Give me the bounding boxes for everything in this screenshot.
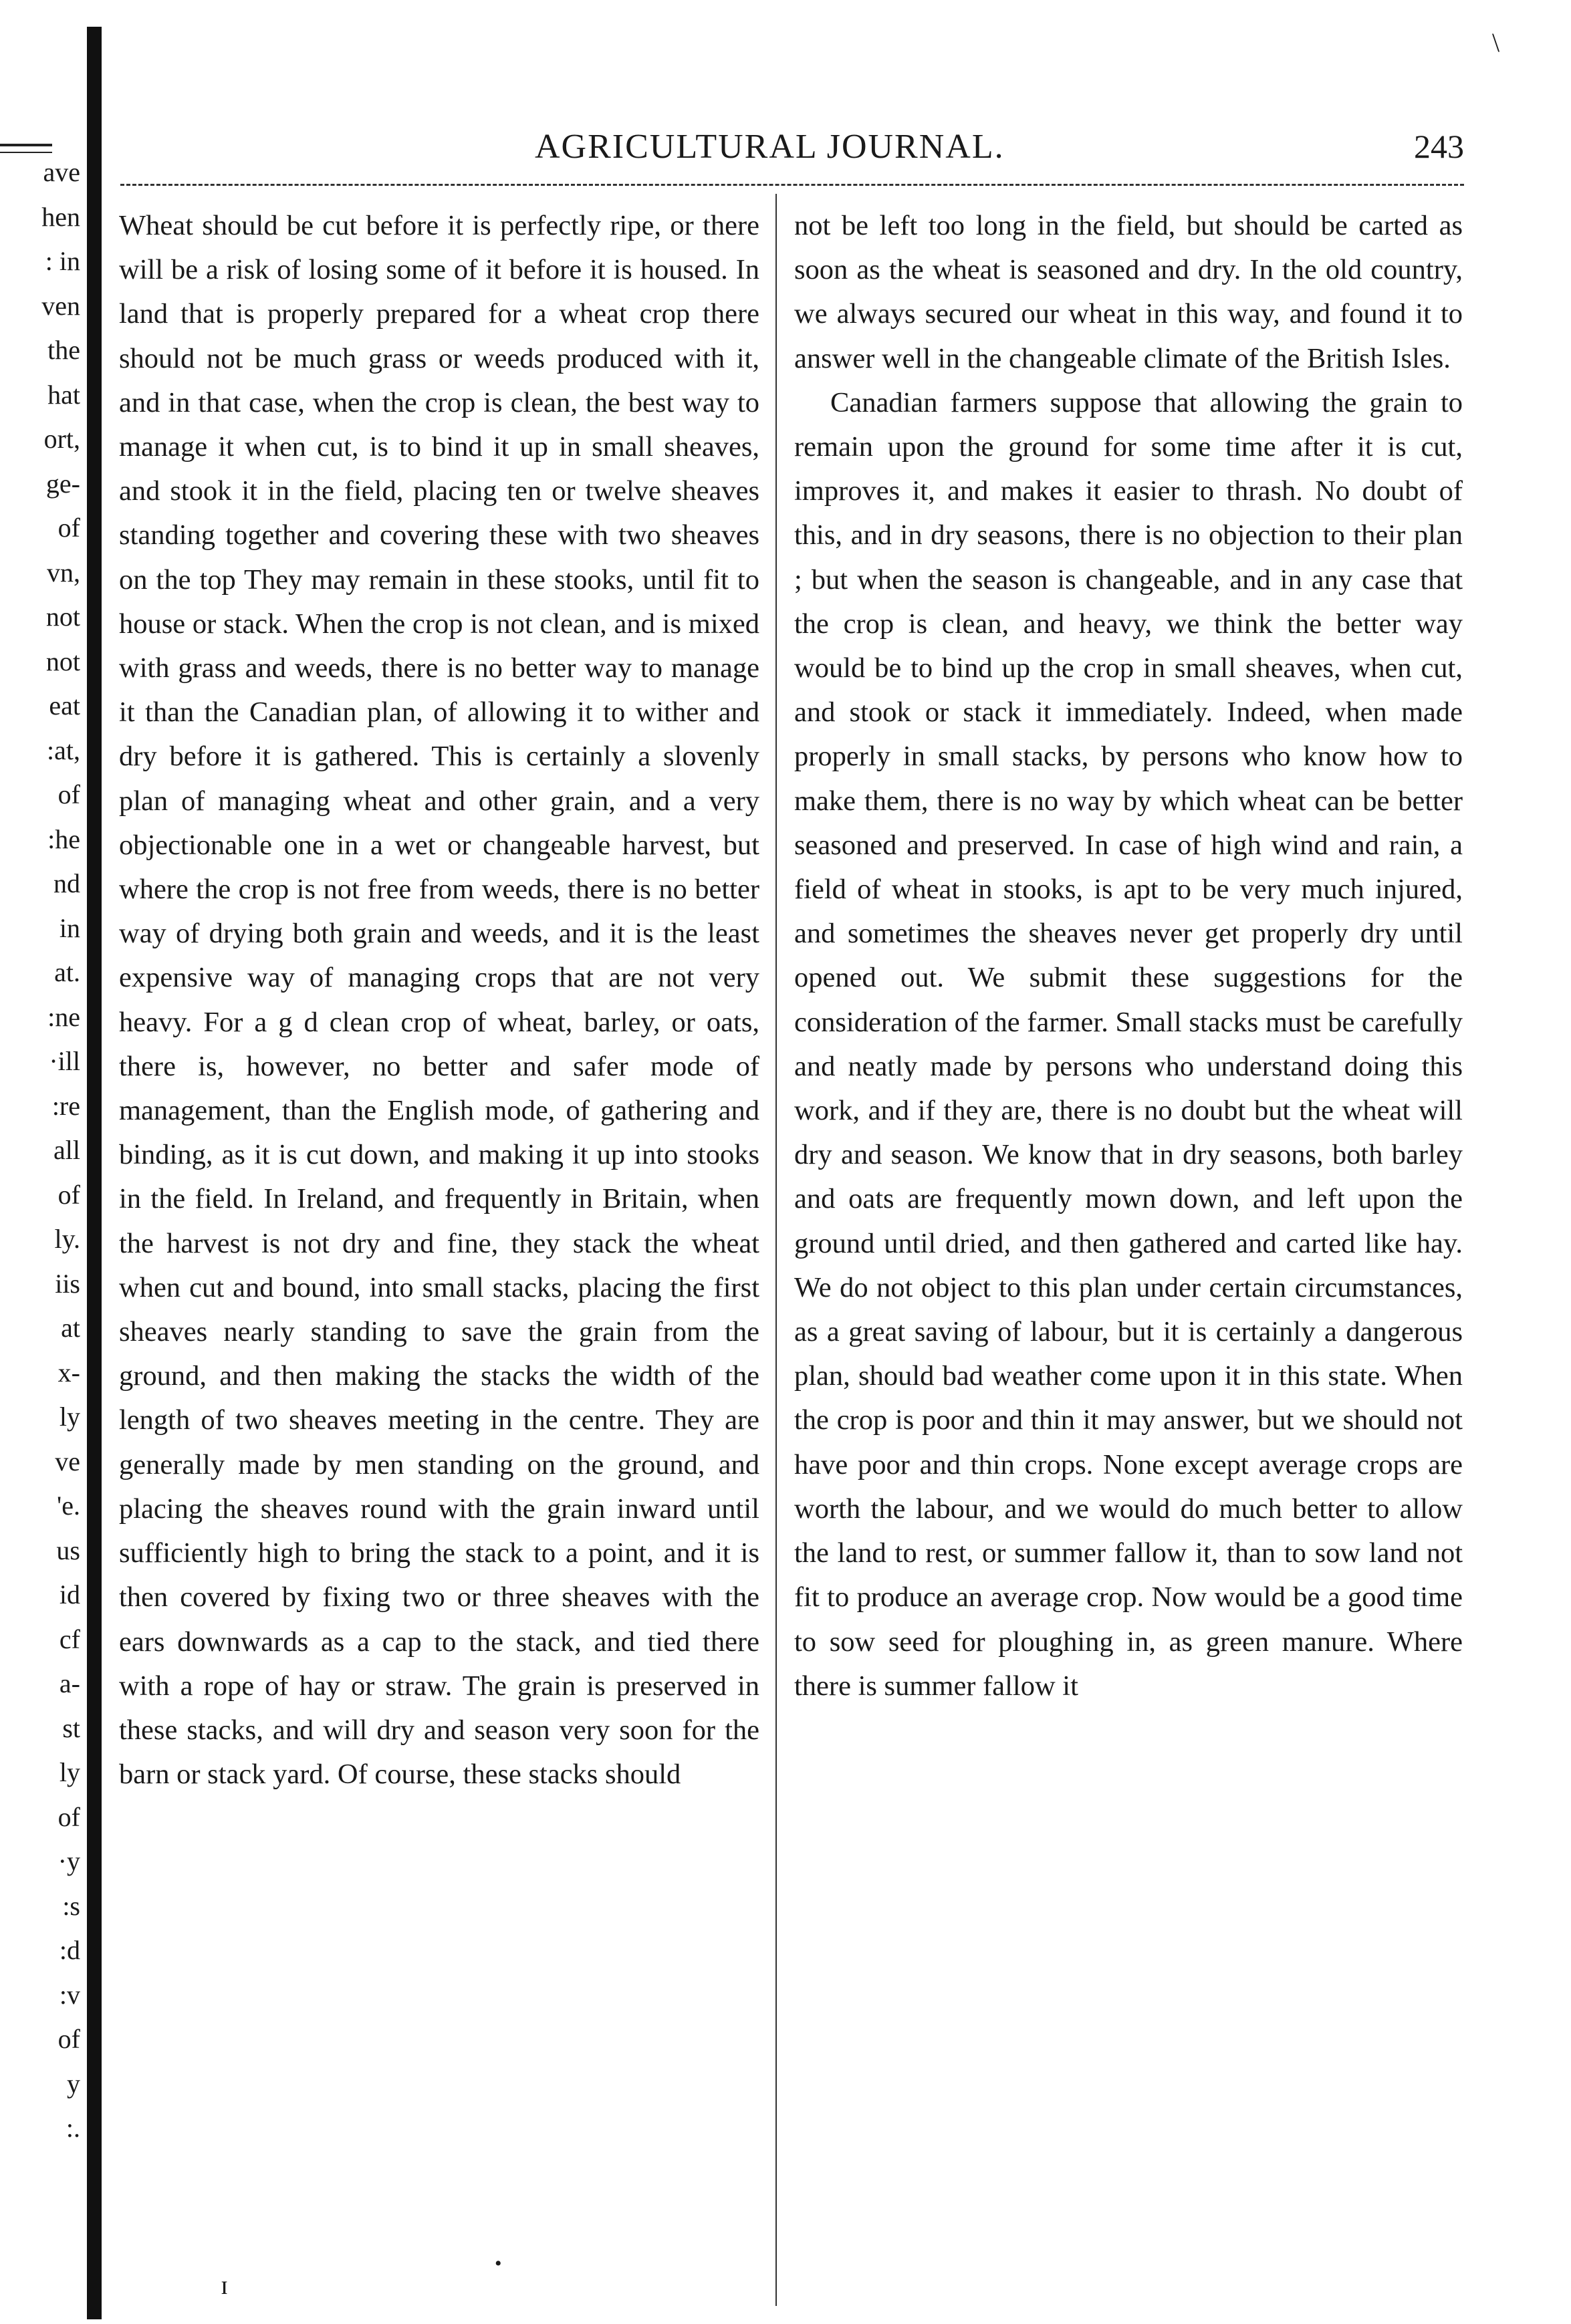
margin-fragment: ve	[55, 1446, 80, 1476]
page-number: 243	[1414, 128, 1464, 165]
binding-gutter	[87, 27, 102, 2319]
margin-fragment: of	[57, 779, 80, 809]
margin-fragment: :d	[59, 1935, 80, 1965]
margin-fragment: iis	[55, 1268, 80, 1299]
margin-fragment: at.	[54, 957, 80, 987]
column-left	[119, 204, 759, 1797]
running-title: AGRICULTURAL JOURNAL.	[535, 128, 1005, 166]
margin-fragment: nd	[53, 868, 80, 898]
paragraph: not be left too long in the field, but should be carted as soon as the wheat is seasoned and dry. In the old country, we always secured our wheat in this way, and found it to answer well in the changeable climate of the British Isles.	[794, 210, 1463, 374]
margin-fragment: of	[57, 1179, 80, 1210]
margin-fragment: ·ill	[49, 1046, 80, 1076]
margin-fragment: y	[67, 2068, 80, 2099]
margin-fragment: :v	[59, 1979, 80, 2010]
margin-fragment: cf	[59, 1624, 80, 1654]
margin-fragment: ort,	[43, 424, 80, 454]
margin-fragment: :he	[47, 823, 80, 854]
margin-fragment: :s	[62, 1890, 80, 1921]
margin-fragment: of	[57, 513, 80, 543]
margin-fragment: :ne	[47, 1001, 80, 1032]
margin-fragment: :.	[66, 2113, 80, 2143]
margin-fragment: :at,	[47, 735, 80, 765]
paragraph: Wheat should be cut before it is perfectly ripe, or there will be a risk of losing some of it before it is housed. In land that is properly prepared for a wheat crop there should not be much grass or weeds produced with it, and in that case, when the crop is clean, the best way to manage it when cut, is to bind it up in small sheaves, and stook it in the field, placing ten or twelve sheaves standing together and covering these with two sheaves on the top They may remain in these stooks, until fit to house or stack. When the crop is not clean, and is mixed with grass and weeds, there is no better way to manage it than the Canadian plan, of allowing it to wither and dry before it is gathered. This is certainly a slovenly plan of managing wheat and other grain, and a very objectionable one in a wet or changeable harvest, but where the crop is not free from weeds, there is no better way of drying both grain and weeds, and it is the least expensive way of managing crops that are not very heavy. For a g d clean crop of wheat, barley, or oats, there is, however, no better and safer mode of management, than the English mode, of gathering and binding, as it is cut down, and making it up into stooks in the field. In Ireland, and frequently in Britain, when the harvest is not dry and fine, they stack the wheat when cut and bound, into small stacks, placing the first sheaves nearly standing to save the grain from the ground, and then making the stacks the width of the length of two sheaves meeting in the centre. They are generally made by men standing on the ground, and placing the sheaves round with the grain inward until sufficiently high to bring the stack to a point, and it is then covered by fixing two or three sheaves with the ears downwards as a cap to the stack, and tied there with a rope of hay or straw. The grain is preserved in these stacks, and will dry and season very soon for the barn or stack yard. Of course, these stacks should	[119, 210, 759, 1791]
stray-mark: •	[495, 2252, 502, 2275]
margin-fragment: all	[53, 1135, 80, 1165]
margin-fragment: eat	[49, 690, 80, 721]
column-right	[794, 204, 1463, 1708]
column-divider	[775, 194, 777, 2306]
margin-fragment: a-	[59, 1668, 80, 1698]
margin-fragment: hat	[47, 379, 80, 410]
margin-fragment: hen	[41, 201, 80, 232]
margin-fragment: 'e.	[57, 1491, 80, 1521]
margin-fragment: ly	[59, 1757, 80, 1787]
margin-fragment: us	[56, 1535, 80, 1565]
margin-fragment: ge-	[45, 468, 80, 499]
margin-fragment: of	[57, 2024, 80, 2054]
margin-fragment: of	[57, 1801, 80, 1832]
margin-fragment: in	[59, 912, 80, 943]
margin-fragment: ave	[43, 157, 80, 187]
margin-fragment: not	[45, 602, 80, 632]
stray-mark: ɪ	[221, 2270, 229, 2300]
margin-fragment: the	[47, 335, 80, 365]
margin-fragment: ly	[59, 1402, 80, 1432]
margin-fragment: ven	[41, 290, 80, 321]
margin-fragment: id	[59, 1579, 80, 1609]
page-header	[120, 127, 1464, 174]
paragraph: Canadian farmers suppose that allowing the grain to remain upon the ground for some time after it is cut, improves it, and makes it easier to thrash. No doubt of this, and in dry seasons, there is no objection to their plan ; but when the season is changeable, and in any case that the crop is clean, and heavy, we think the better way would be to bind up the crop in small sheaves, when cut, and stook or stack it immediately. Indeed, when made properly in small stacks, by persons who know how to make them, there is no way by which wheat can be better seasoned and preserved. In case of high wind and rain, a field of wheat in stooks, is apt to be very much injured, and sometimes the sheaves never get properly dry until opened out. We submit these suggestions for the consideration of the farmer. Small stacks must be carefully and neatly made by persons who understand doing this work, and if they are, there is no doubt but the wheat will dry and season. We know that in dry seasons, both barley and oats are frequently mown down, and left upon the ground until dried, and then gathered and carted like hay. We do not object to this plan under certain circumstances, as a great saving of labour, but it is certainly a dangerous plan, should bad weather come upon it in this state. When the crop is poor and thin it may answer, but we should not have poor and thin crops. None except average crops are worth the labour, and we would do much better to allow the land to rest, or summer fallow it, than to sow land not fit to produce an average crop. Now would be a good time to sow seed for ploughing in, as green manure. Where there is summer fallow it	[794, 386, 1463, 1702]
header-rule	[120, 184, 1464, 186]
adjacent-page-fragments	[0, 150, 80, 2151]
margin-fragment: : in	[45, 246, 80, 276]
margin-fragment: ·y	[57, 1846, 80, 1876]
margin-fragment: :re	[51, 1090, 80, 1121]
stray-mark: \	[1492, 27, 1500, 57]
margin-fragment: not	[45, 646, 80, 676]
margin-fragment: st	[62, 1712, 80, 1743]
margin-fragment: at	[61, 1313, 80, 1343]
margin-fragment: x-	[57, 1357, 80, 1388]
margin-fragment: vn,	[47, 557, 80, 588]
margin-fragment: ly.	[54, 1224, 80, 1254]
